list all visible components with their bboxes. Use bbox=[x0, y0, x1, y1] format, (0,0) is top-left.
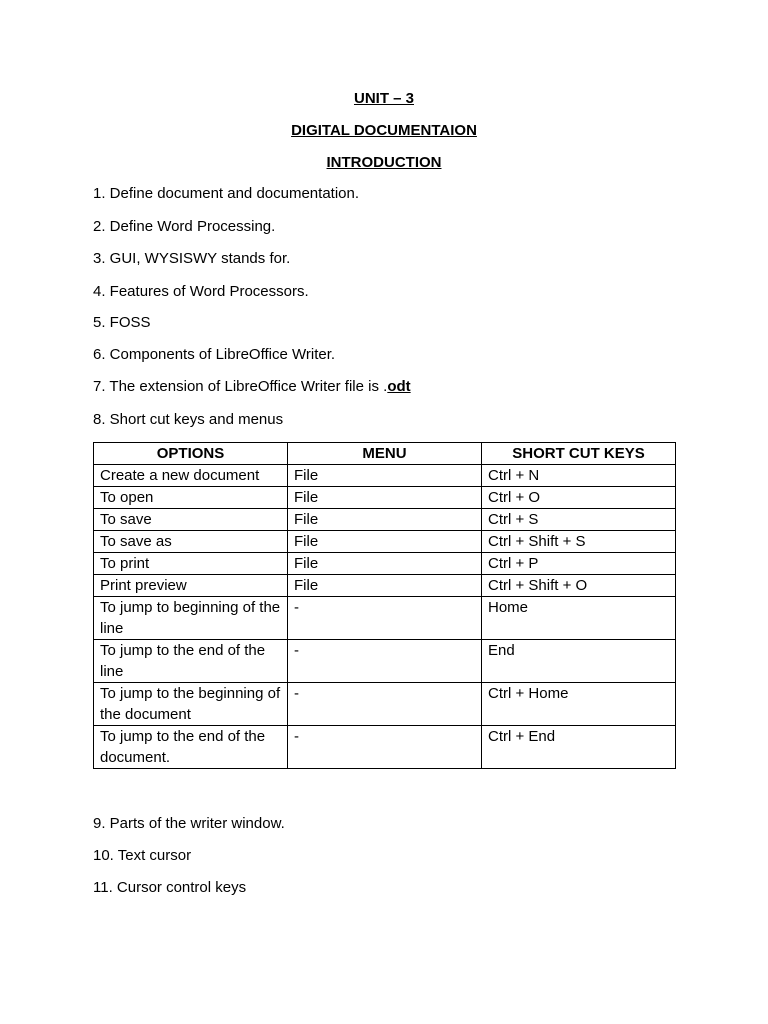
table-row bbox=[94, 683, 676, 726]
column-header-shortcut-keys: SHORT CUT KEYS bbox=[482, 443, 676, 465]
option-cell: To jump to beginning of the line bbox=[94, 597, 288, 640]
unit-heading: UNIT – 3 bbox=[353, 90, 414, 107]
menu-cell: File bbox=[288, 487, 482, 509]
list-item-extension bbox=[93, 378, 411, 396]
option-cell: To jump to the end of the document. bbox=[94, 726, 288, 769]
shortcut-cell: Ctrl + O bbox=[482, 487, 676, 509]
list-item: 5. FOSS bbox=[93, 314, 151, 331]
menu-cell: - bbox=[288, 640, 482, 683]
shortcut-cell: Ctrl + Shift + O bbox=[482, 575, 676, 597]
table-row bbox=[94, 575, 676, 597]
list-item: 1. Define document and documentation. bbox=[93, 185, 360, 202]
table-row bbox=[94, 640, 676, 683]
table-row bbox=[94, 726, 676, 769]
menu-cell: File bbox=[288, 509, 482, 531]
column-header-menu: MENU bbox=[288, 443, 482, 465]
list-item: 10. Text cursor bbox=[93, 847, 192, 864]
list-item: 11. Cursor control keys bbox=[93, 879, 247, 896]
shortcut-cell: End bbox=[482, 640, 676, 683]
shortcut-cell: Ctrl + N bbox=[482, 465, 676, 487]
option-cell: Print preview bbox=[94, 575, 288, 597]
shortcut-cell: Ctrl + S bbox=[482, 509, 676, 531]
shortcut-cell: Ctrl + P bbox=[482, 553, 676, 575]
list-item: 3. GUI, WYSISWY stands for. bbox=[93, 250, 291, 267]
option-cell: To save bbox=[94, 509, 288, 531]
list-item: 2. Define Word Processing. bbox=[93, 218, 276, 235]
list-item: 8. Short cut keys and menus bbox=[93, 411, 284, 428]
table-row bbox=[94, 465, 676, 487]
list-item: 9. Parts of the writer window. bbox=[93, 815, 285, 832]
list-item: 6. Components of LibreOffice Writer. bbox=[93, 346, 336, 363]
option-cell: To save as bbox=[94, 531, 288, 553]
menu-cell: File bbox=[288, 531, 482, 553]
table-row bbox=[94, 597, 676, 640]
table-row bbox=[94, 553, 676, 575]
table-header-row bbox=[94, 443, 676, 465]
table-row bbox=[94, 487, 676, 509]
shortcut-keys-table bbox=[93, 442, 676, 769]
menu-cell: File bbox=[288, 575, 482, 597]
menu-cell: File bbox=[288, 465, 482, 487]
shortcut-cell: Ctrl + Shift + S bbox=[482, 531, 676, 553]
option-cell: To print bbox=[94, 553, 288, 575]
document-title: DIGITAL DOCUMENTAION bbox=[291, 122, 477, 139]
menu-cell: - bbox=[288, 683, 482, 726]
option-cell: To jump to the end of the line bbox=[94, 640, 288, 683]
extension-question-text: 7. The extension of LibreOffice Writer file is . bbox=[93, 378, 388, 395]
shortcut-cell: Home bbox=[482, 597, 676, 640]
list-item: 4. Features of Word Processors. bbox=[93, 283, 309, 300]
column-header-options: OPTIONS bbox=[94, 443, 288, 465]
table-row bbox=[94, 531, 676, 553]
menu-cell: - bbox=[288, 726, 482, 769]
menu-cell: File bbox=[288, 553, 482, 575]
extension-answer: odt bbox=[387, 378, 411, 395]
table-row bbox=[94, 509, 676, 531]
section-heading: INTRODUCTION bbox=[326, 154, 442, 171]
option-cell: Create a new document bbox=[94, 465, 288, 487]
menu-cell: - bbox=[288, 597, 482, 640]
shortcut-cell: Ctrl + Home bbox=[482, 683, 676, 726]
shortcut-cell: Ctrl + End bbox=[482, 726, 676, 769]
option-cell: To open bbox=[94, 487, 288, 509]
option-cell: To jump to the beginning of the document bbox=[94, 683, 288, 726]
